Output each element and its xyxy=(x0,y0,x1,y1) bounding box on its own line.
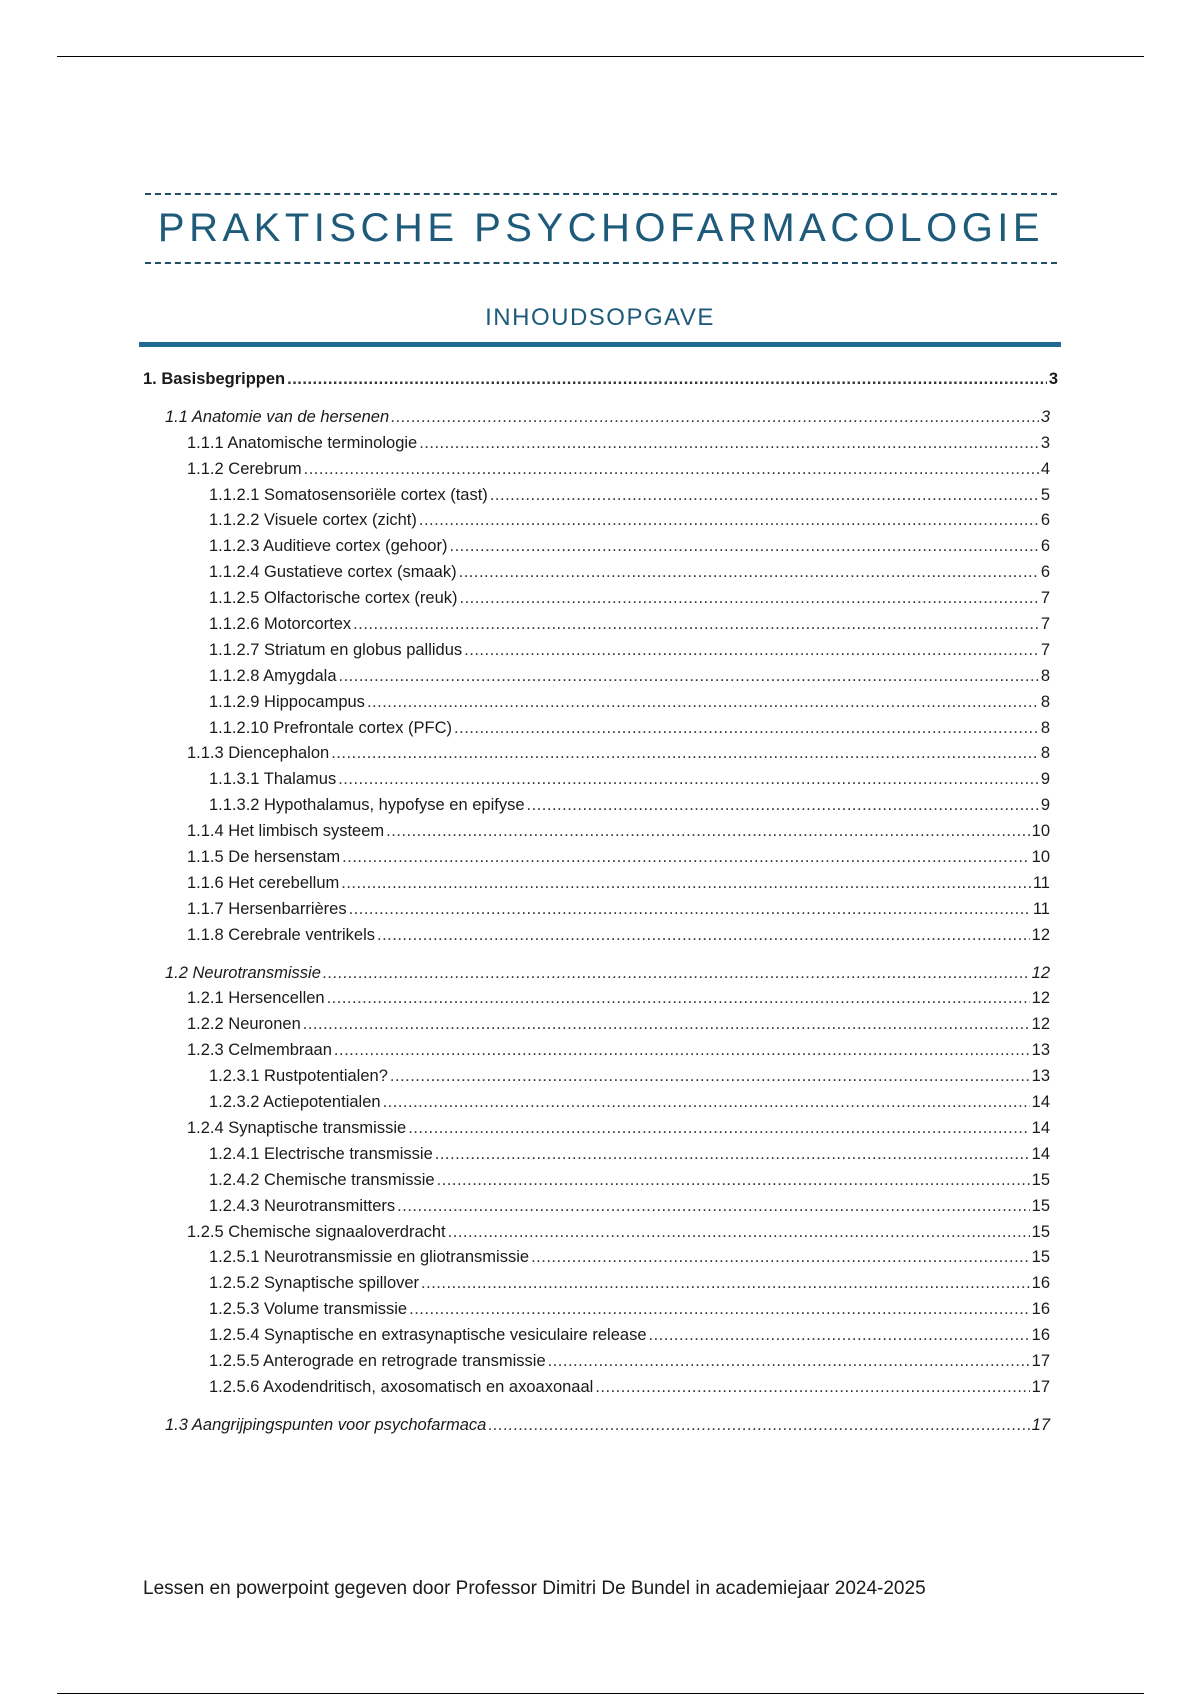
toc-entry[interactable] xyxy=(143,563,1058,589)
toc-entry-page: 13 xyxy=(1031,1067,1050,1086)
toc-entry-title: 1.1.3.1 Thalamus xyxy=(209,770,337,789)
toc-entry-page: 8 xyxy=(1040,692,1050,711)
toc-leader-dots xyxy=(419,434,1039,453)
document-title: PRAKTISCHE PSYCHOFARMACOLOGIE xyxy=(157,206,1045,250)
toc-leader-dots xyxy=(303,1015,1030,1034)
toc-entry-title: 1.1.2.9 Hippocampus xyxy=(209,692,365,711)
toc-leader-dots xyxy=(437,1171,1030,1190)
toc-entry-page: 14 xyxy=(1031,1093,1050,1112)
toc-entry[interactable] xyxy=(143,1093,1058,1119)
toc-entry-page: 12 xyxy=(1031,1015,1050,1034)
toc-leader-dots xyxy=(421,1274,1030,1293)
toc-leader-dots xyxy=(287,370,1047,389)
toc-entry-page: 6 xyxy=(1040,511,1050,530)
toc-leader-dots xyxy=(435,1145,1030,1164)
toc-entry-page: 17 xyxy=(1031,1377,1050,1396)
toc-entry[interactable] xyxy=(143,511,1058,537)
toc-entry-page: 6 xyxy=(1040,537,1050,556)
toc-entry[interactable] xyxy=(143,964,1058,990)
toc-entry-title: 1.1.2.1 Somatosensoriële cortex (tast) xyxy=(209,485,488,504)
toc-entry-title: 1.2.3.2 Actiepotentialen xyxy=(209,1093,381,1112)
toc-entry-page: 9 xyxy=(1040,796,1050,815)
toc-leader-dots xyxy=(531,1248,1030,1267)
toc-entry-title: 1.1.4 Het limbisch systeem xyxy=(187,822,385,841)
toc-entry-title: 1.1.2.2 Visuele cortex (zicht) xyxy=(209,511,417,530)
toc-entry-title: 1.1.2 Cerebrum xyxy=(187,459,302,478)
toc-entry-page: 15 xyxy=(1031,1170,1050,1189)
toc-entry-page: 4 xyxy=(1040,459,1050,478)
toc-entry-page: 8 xyxy=(1040,718,1050,737)
toc-entry-title: 1.2 Neurotransmissie xyxy=(165,963,321,982)
toc-leader-dots xyxy=(353,615,1039,634)
toc-entry[interactable] xyxy=(143,1067,1058,1093)
toc-entry[interactable] xyxy=(143,874,1058,900)
toc-entry-page: 3 xyxy=(1040,407,1050,426)
toc-leader-dots xyxy=(383,1093,1030,1112)
toc-leader-dots xyxy=(548,1352,1030,1371)
toc-entry-title: 1.1.3 Diencephalon xyxy=(187,744,330,763)
toc-entry-title: 1.2.1 Hersencellen xyxy=(187,989,325,1008)
toc-heading: INHOUDSOPGAVE xyxy=(485,304,715,331)
toc-entry[interactable] xyxy=(143,537,1058,563)
toc-entry[interactable] xyxy=(143,693,1058,719)
toc-entry-title: 1.1.2.8 Amygdala xyxy=(209,666,337,685)
toc-entry-title: 1.1.5 De hersenstam xyxy=(187,848,341,867)
toc-leader-dots xyxy=(304,460,1039,479)
toc-leader-dots xyxy=(595,1378,1029,1397)
toc-leader-dots xyxy=(341,874,1031,893)
toc-leader-dots xyxy=(454,719,1039,738)
toc-leader-dots xyxy=(409,1300,1030,1319)
toc-entry-page: 15 xyxy=(1031,1248,1050,1267)
toc-entry-title: 1.2.5.5 Anterograde en retrograde transmissie xyxy=(209,1351,546,1370)
toc-entry-title: 1.1.3.2 Hypothalamus, hypofyse en epifyse xyxy=(209,796,525,815)
toc-entry[interactable] xyxy=(143,370,1058,396)
toc-entry-title: 1.1.1 Anatomische terminologie xyxy=(187,433,418,452)
toc-leader-dots xyxy=(397,1197,1029,1216)
toc-leader-dots xyxy=(490,486,1039,505)
toc-entry[interactable] xyxy=(143,989,1058,1015)
toc-entry-page: 8 xyxy=(1040,666,1050,685)
toc-entry-title: 1.1.2.10 Prefrontale cortex (PFC) xyxy=(209,718,453,737)
toc-entry[interactable] xyxy=(143,589,1058,615)
toc-entry[interactable] xyxy=(143,900,1058,926)
toc-leader-dots xyxy=(386,822,1029,841)
toc-entry[interactable] xyxy=(143,719,1058,745)
toc-entry[interactable] xyxy=(143,1352,1058,1378)
toc-entry-page: 16 xyxy=(1031,1274,1050,1293)
toc-leader-dots xyxy=(449,537,1038,556)
toc-entry[interactable] xyxy=(143,744,1058,770)
toc-entry[interactable] xyxy=(143,1015,1058,1041)
toc-entry-page: 12 xyxy=(1031,963,1050,982)
toc-entry-title: 1.1.2.4 Gustatieve cortex (smaak) xyxy=(209,563,457,582)
toc-leader-dots xyxy=(460,589,1039,608)
toc-entry[interactable] xyxy=(143,1416,1058,1442)
toc-entry-page: 5 xyxy=(1040,485,1050,504)
toc-entry-title: 1.2.2 Neuronen xyxy=(187,1015,301,1034)
table-of-contents xyxy=(143,370,1058,1442)
toc-entry-page: 12 xyxy=(1031,925,1050,944)
toc-entry-page: 3 xyxy=(1040,433,1050,452)
toc-entry[interactable] xyxy=(143,1248,1058,1274)
toc-entry-page: 9 xyxy=(1040,770,1050,789)
toc-leader-dots xyxy=(527,796,1039,815)
toc-entry-title: 1.2.4.2 Chemische transmissie xyxy=(209,1170,435,1189)
toc-entry[interactable] xyxy=(143,1145,1058,1171)
toc-entry-page: 7 xyxy=(1040,615,1050,634)
toc-leader-dots xyxy=(327,989,1030,1008)
toc-leader-dots xyxy=(339,667,1039,686)
toc-entry-title: 1.2.5.2 Synaptische spillover xyxy=(209,1274,420,1293)
toc-entry-title: 1.2.5.3 Volume transmissie xyxy=(209,1300,408,1319)
toc-entry-title: 1.2.5.6 Axodendritisch, axosomatisch en axoaxonaal xyxy=(209,1377,594,1396)
toc-entry-title: 1.1.6 Het cerebellum xyxy=(187,873,340,892)
header-rule xyxy=(57,56,1144,57)
toc-entry[interactable] xyxy=(143,1223,1058,1249)
toc-entry-page: 15 xyxy=(1031,1222,1050,1241)
toc-entry[interactable] xyxy=(143,486,1058,512)
toc-leader-dots xyxy=(488,1416,1029,1435)
toc-entry-page: 10 xyxy=(1031,848,1050,867)
toc-entry-title: 1.2.4.1 Electrische transmissie xyxy=(209,1144,433,1163)
toc-entry-title: 1.2.5.4 Synaptische en extrasynaptische vesiculaire release xyxy=(209,1326,647,1345)
toc-entry[interactable] xyxy=(143,1378,1058,1404)
toc-entry[interactable] xyxy=(143,796,1058,822)
toc-leader-dots xyxy=(390,1067,1030,1086)
toc-entry-title: 1.2.4 Synaptische transmissie xyxy=(187,1118,407,1137)
toc-leader-dots xyxy=(338,770,1039,789)
toc-entry-page: 6 xyxy=(1040,563,1050,582)
toc-entry-title: 1.1.8 Cerebrale ventrikels xyxy=(187,925,376,944)
toc-entry-page: 16 xyxy=(1031,1326,1050,1345)
toc-entry-page: 15 xyxy=(1031,1196,1050,1215)
toc-entry-title: 1. Basisbegrippen xyxy=(143,370,286,388)
toc-entry-title: 1.1.2.6 Motorcortex xyxy=(209,615,352,634)
toc-entry-title: 1.1 Anatomie van de hersenen xyxy=(165,407,390,426)
toc-entry[interactable] xyxy=(143,770,1058,796)
toc-entry-title: 1.1.2.5 Olfactorische cortex (reuk) xyxy=(209,589,458,608)
toc-leader-dots xyxy=(377,926,1030,945)
footer-rule xyxy=(57,1693,1144,1694)
toc-entry-title: 1.2.5.1 Neurotransmissie en gliotransmissie xyxy=(209,1248,530,1267)
toc-entry[interactable] xyxy=(143,1197,1058,1223)
toc-entry-page: 17 xyxy=(1031,1415,1050,1434)
toc-entry-title: 1.2.3.1 Rustpotentialen? xyxy=(209,1067,388,1086)
toc-entry-page: 8 xyxy=(1040,744,1050,763)
toc-entry[interactable] xyxy=(143,1119,1058,1145)
title-block xyxy=(145,193,1057,264)
toc-leader-dots xyxy=(419,511,1039,530)
toc-leader-dots xyxy=(391,408,1039,427)
toc-leader-dots xyxy=(408,1119,1029,1138)
toc-entry-page: 11 xyxy=(1032,899,1050,918)
toc-leader-dots xyxy=(342,848,1029,867)
toc-entry-page: 3 xyxy=(1048,370,1058,388)
toc-leader-dots xyxy=(349,900,1031,919)
toc-entry-page: 12 xyxy=(1031,989,1050,1008)
toc-entry-page: 13 xyxy=(1031,1041,1050,1060)
toc-leader-dots xyxy=(464,641,1039,660)
toc-leader-dots xyxy=(649,1326,1030,1345)
toc-entry[interactable] xyxy=(143,408,1058,434)
toc-leader-dots xyxy=(334,1041,1030,1060)
toc-entry[interactable] xyxy=(143,641,1058,667)
toc-entry-title: 1.1.2.3 Auditieve cortex (gehoor) xyxy=(209,537,448,556)
footer-note: Lessen en powerpoint gegeven door Professor Dimitri De Bundel in academiejaar 2024-2025 xyxy=(143,1578,926,1599)
toc-entry-title: 1.2.5 Chemische signaaloverdracht xyxy=(187,1222,446,1241)
toc-leader-dots xyxy=(331,744,1039,763)
toc-entry-page: 17 xyxy=(1031,1351,1050,1370)
toc-heading-rule xyxy=(139,342,1061,347)
toc-entry-page: 14 xyxy=(1031,1144,1050,1163)
toc-entry[interactable] xyxy=(143,667,1058,693)
toc-entry-title: 1.2.4.3 Neurotransmitters xyxy=(209,1196,396,1215)
toc-entry-page: 7 xyxy=(1040,589,1050,608)
toc-leader-dots xyxy=(459,563,1039,582)
toc-entry[interactable] xyxy=(143,434,1058,460)
toc-entry[interactable] xyxy=(143,1171,1058,1197)
toc-entry[interactable] xyxy=(143,926,1058,952)
toc-entry[interactable] xyxy=(143,1326,1058,1352)
toc-entry[interactable] xyxy=(143,1300,1058,1326)
toc-entry[interactable] xyxy=(143,460,1058,486)
toc-leader-dots xyxy=(367,693,1039,712)
toc-entry[interactable] xyxy=(143,822,1058,848)
toc-entry[interactable] xyxy=(143,848,1058,874)
toc-leader-dots xyxy=(448,1223,1030,1242)
toc-entry-page: 10 xyxy=(1031,822,1050,841)
toc-entry[interactable] xyxy=(143,615,1058,641)
toc-leader-dots xyxy=(323,964,1030,983)
toc-entry[interactable] xyxy=(143,1274,1058,1300)
toc-entry-title: 1.3 Aangrijpingspunten voor psychofarmaca xyxy=(165,1415,487,1434)
toc-entry-page: 7 xyxy=(1040,640,1050,659)
toc-entry[interactable] xyxy=(143,1041,1058,1067)
toc-entry-title: 1.1.7 Hersenbarrières xyxy=(187,899,347,918)
toc-entry-page: 14 xyxy=(1031,1118,1050,1137)
toc-entry-title: 1.2.3 Celmembraan xyxy=(187,1041,332,1060)
toc-entry-title: 1.1.2.7 Striatum en globus pallidus xyxy=(209,640,463,659)
toc-entry-page: 16 xyxy=(1031,1300,1050,1319)
toc-entry-page: 11 xyxy=(1032,873,1050,892)
